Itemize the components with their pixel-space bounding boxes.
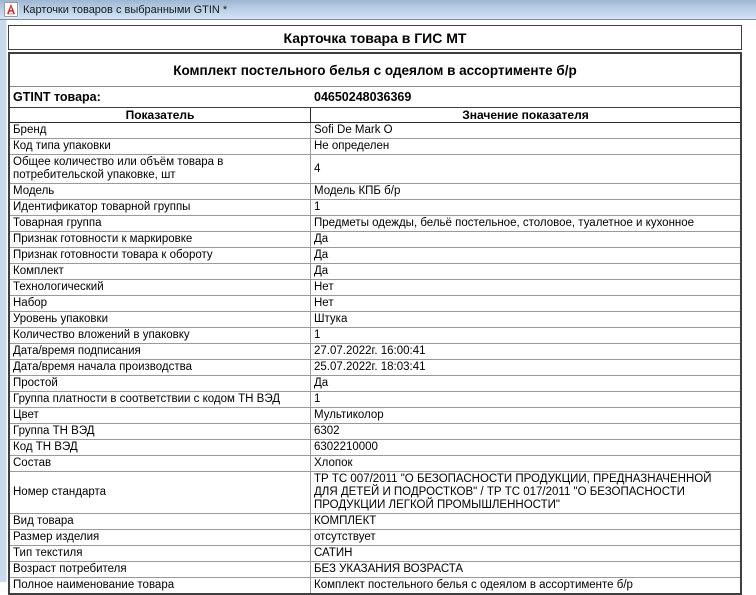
table-row bbox=[10, 578, 740, 593]
document-tab[interactable] bbox=[0, 0, 756, 20]
report-header-box bbox=[8, 25, 742, 50]
table-row bbox=[10, 530, 740, 546]
table-row bbox=[10, 424, 740, 440]
attribute-name-cell: Признак готовности к маркировке bbox=[10, 232, 311, 247]
attribute-value-cell: 27.07.2022г. 16:00:41 bbox=[314, 345, 426, 357]
table-row bbox=[10, 216, 740, 232]
attribute-name-cell: Набор bbox=[10, 296, 311, 311]
attribute-name-cell: Цвет bbox=[10, 408, 311, 423]
attribute-table-body bbox=[10, 123, 740, 593]
attribute-value-cell: БЕЗ УКАЗАНИЯ ВОЗРАСТА bbox=[314, 563, 464, 575]
attribute-value-cell: 4 bbox=[314, 162, 321, 175]
product-card-table bbox=[8, 52, 742, 595]
table-row bbox=[10, 312, 740, 328]
table-row bbox=[10, 139, 740, 155]
attribute-value-cell: 6302210000 bbox=[314, 441, 378, 453]
table-row bbox=[10, 155, 740, 184]
table-row bbox=[10, 200, 740, 216]
attribute-value-cell: 1 bbox=[314, 393, 321, 405]
table-row bbox=[10, 456, 740, 472]
attribute-name-cell: Код ТН ВЭД bbox=[10, 440, 311, 455]
attribute-name-cell: Признак готовности товара к обороту bbox=[10, 248, 311, 263]
attribute-value-cell: Не определен bbox=[314, 140, 390, 152]
table-row bbox=[10, 514, 740, 530]
attribute-name-cell: Группа платности в соответствии с кодом ТН ВЭД bbox=[10, 392, 311, 407]
attribute-value-cell: Да bbox=[314, 249, 329, 261]
table-row bbox=[10, 376, 740, 392]
tab-title: Карточки товаров с выбранными GTIN * bbox=[23, 3, 228, 16]
attribute-name-cell: Комплект bbox=[10, 264, 311, 279]
attribute-name-cell: Бренд bbox=[10, 123, 311, 138]
attribute-name-cell: Полное наименование товара bbox=[10, 578, 311, 593]
table-row bbox=[10, 123, 740, 139]
table-row bbox=[10, 440, 740, 456]
report-preview-page bbox=[7, 20, 756, 591]
attribute-value-cell: Штука bbox=[314, 313, 348, 325]
attribute-value-cell: 1 bbox=[314, 329, 321, 341]
attribute-name-cell: Размер изделия bbox=[10, 530, 311, 545]
report-document-icon bbox=[4, 2, 18, 17]
attribute-value-cell: Sofi De Mark O bbox=[314, 124, 393, 136]
attribute-name-cell: Код типа упаковки bbox=[10, 139, 311, 154]
attribute-value-cell: 25.07.2022г. 18:03:41 bbox=[314, 361, 426, 373]
attribute-value-cell: Да bbox=[314, 265, 329, 277]
attribute-name-cell: Общее количество или объём товара в потребительской упаковке, шт bbox=[10, 155, 311, 183]
attribute-value-cell: Предметы одежды, бельё постельное, столовое, туалетное и кухонное bbox=[314, 217, 695, 229]
gtin-label: GTINT товара: bbox=[13, 90, 101, 104]
attribute-value-cell: Да bbox=[314, 377, 329, 389]
attribute-name-cell: Модель bbox=[10, 184, 311, 199]
table-header-row bbox=[10, 108, 740, 123]
attribute-value-cell: Хлопок bbox=[314, 457, 353, 469]
attribute-name-cell: Количество вложений в упаковку bbox=[10, 328, 311, 343]
attribute-name-cell: Технологический bbox=[10, 280, 311, 295]
attribute-name-cell: Группа ТН ВЭД bbox=[10, 424, 311, 439]
column-header-indicator: Показатель bbox=[10, 108, 311, 122]
attribute-value-cell: ТР ТС 007/2011 "О БЕЗОПАСНОСТИ ПРОДУКЦИИ, ПРЕДНАЗНАЧЕННОЙ ДЛЯ ДЕТЕЙ И ПОДРОСТКОВ" / ТР ТС 017/2011 "О БЕЗОПАСНОСТИ ПРОДУКЦИИ ЛЕГКОЙ ПРОМЫШЛЕННОСТИ" bbox=[314, 473, 712, 511]
attribute-name-cell: Номер стандарта bbox=[10, 472, 311, 513]
attribute-name-cell: Дата/время начала производства bbox=[10, 360, 311, 375]
column-header-value: Значение показателя bbox=[462, 108, 589, 122]
product-title-row bbox=[10, 54, 740, 87]
product-title: Комплект постельного белья с одеялом в ассортименте б/р bbox=[173, 62, 577, 78]
attribute-value-cell: Нет bbox=[314, 297, 334, 309]
table-row bbox=[10, 408, 740, 424]
table-row bbox=[10, 264, 740, 280]
table-row bbox=[10, 562, 740, 578]
attribute-value-cell: Мультиколор bbox=[314, 409, 384, 421]
table-row bbox=[10, 472, 740, 514]
attribute-name-cell: Товарная группа bbox=[10, 216, 311, 231]
attribute-value-cell: 6302 bbox=[314, 425, 340, 437]
attribute-name-cell: Тип текстиля bbox=[10, 546, 311, 561]
attribute-value-cell: САТИН bbox=[314, 547, 353, 559]
gtin-row bbox=[10, 87, 740, 108]
attribute-value-cell: Нет bbox=[314, 281, 334, 293]
attribute-name-cell: Вид товара bbox=[10, 514, 311, 529]
attribute-name-cell: Идентификатор товарной группы bbox=[10, 200, 311, 215]
attribute-name-cell: Уровень упаковки bbox=[10, 312, 311, 327]
table-row bbox=[10, 546, 740, 562]
attribute-value-cell: Да bbox=[314, 233, 329, 245]
attribute-name-cell: Дата/время подписания bbox=[10, 344, 311, 359]
table-row bbox=[10, 328, 740, 344]
table-row bbox=[10, 184, 740, 200]
attribute-name-cell: Возраст потребителя bbox=[10, 562, 311, 577]
attribute-name-cell: Простой bbox=[10, 376, 311, 391]
table-row bbox=[10, 344, 740, 360]
table-row bbox=[10, 232, 740, 248]
panel-edge bbox=[0, 20, 7, 582]
table-row bbox=[10, 392, 740, 408]
table-row bbox=[10, 280, 740, 296]
attribute-value-cell: КОМПЛЕКТ bbox=[314, 515, 377, 527]
table-row bbox=[10, 296, 740, 312]
report-title: Карточка товара в ГИС МТ bbox=[283, 29, 467, 46]
table-row bbox=[10, 248, 740, 264]
table-row bbox=[10, 360, 740, 376]
attribute-value-cell: отсутствует bbox=[314, 531, 376, 543]
attribute-value-cell: Модель КПБ б/р bbox=[314, 185, 401, 197]
attribute-name-cell: Состав bbox=[10, 456, 311, 471]
attribute-value-cell: Комплект постельного белья с одеялом в ассортименте б/р bbox=[314, 579, 633, 591]
gtin-value: 04650248036369 bbox=[314, 90, 412, 104]
attribute-value-cell: 1 bbox=[314, 201, 321, 213]
